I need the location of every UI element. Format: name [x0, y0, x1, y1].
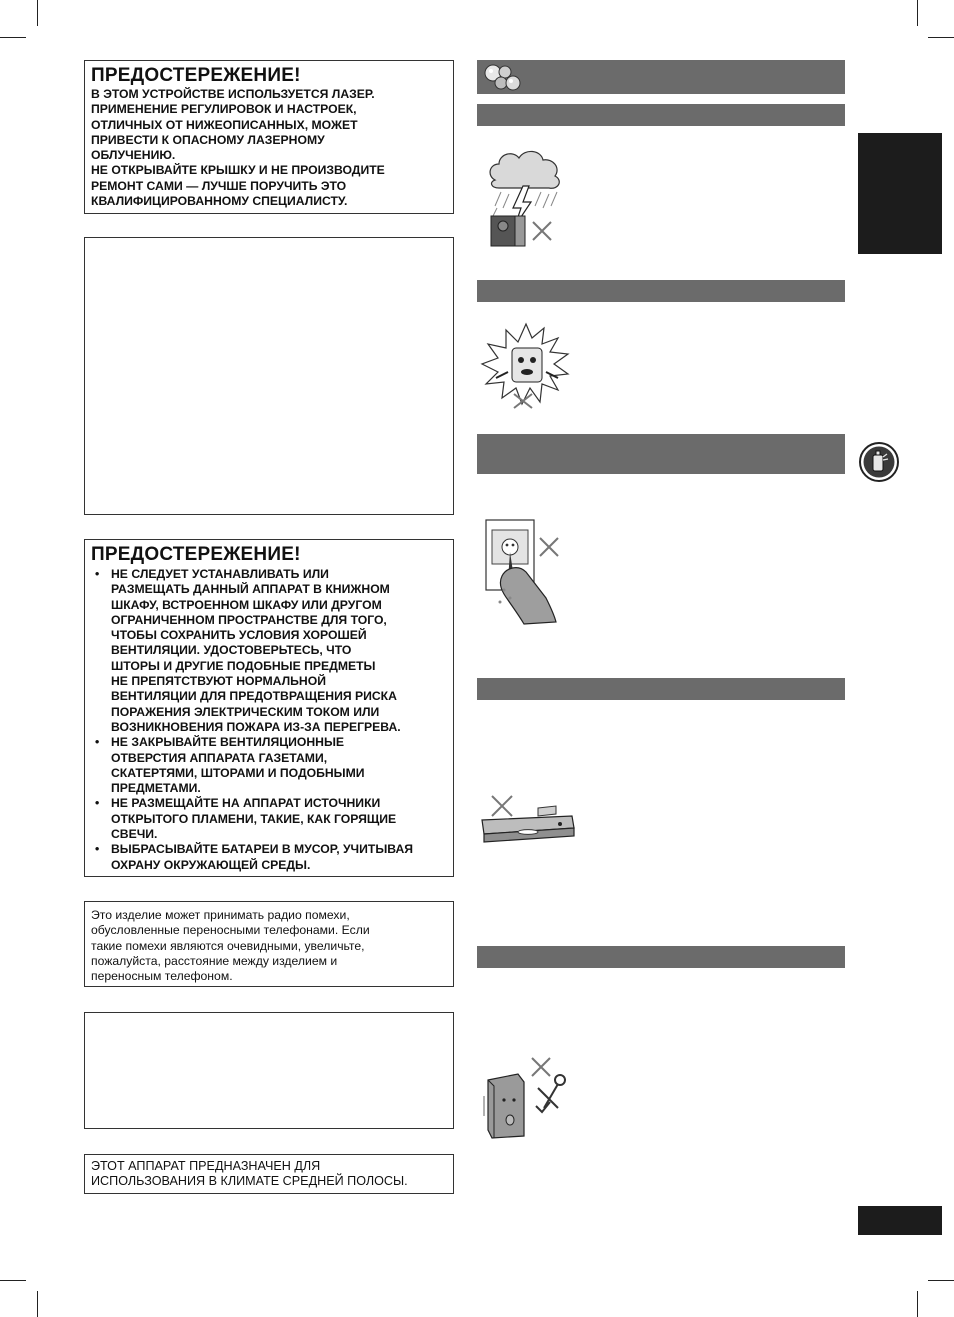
crop-mark	[928, 1280, 954, 1281]
bullet-line: ОТВЕРСТИЯ АППАРАТА ГАЗЕТАМИ,	[111, 750, 328, 765]
section-bar	[477, 104, 845, 126]
bullet-line: НЕ ПРЕПЯТСТВУЮТ НОРМАЛЬНОЙ	[111, 674, 326, 689]
crop-mark	[0, 1280, 26, 1281]
crop-mark	[928, 37, 954, 38]
phone-interference-note	[84, 901, 454, 987]
note-line: обусловленные переносными телефонами. Если	[91, 923, 370, 938]
bullet-line: ЧТОБЫ СОХРАНИТЬ УСЛОВИЯ ХОРОШЕЙ	[111, 628, 367, 643]
bullet-line: • НЕ ЗАКРЫВАЙТЕ ВЕНТИЛЯЦИОННЫЕ	[111, 735, 345, 750]
bullet-line: ШТОРЫ И ДРУГИЕ ПОДОБНЫЕ ПРЕДМЕТЫ	[111, 658, 376, 673]
note-line: ИСПОЛЬЗОВАНИЯ В КЛИМАТЕ СРЕДНЕЙ ПОЛОСЫ.	[91, 1174, 408, 1189]
climate-note	[84, 1154, 454, 1194]
note-line: Это изделие может принимать радио помехи,	[91, 908, 350, 922]
bullet-line: • НЕ СЛЕДУЕТ УСТАНАВЛИВАТЬ ИЛИ	[111, 567, 329, 581]
bullet-line: ПОРАЖЕНИЯ ЭЛЕКТРИЧЕСКИМ ТОКОМ ИЛИ	[111, 704, 380, 719]
bullet-line: ВЕНТИЛЯЦИИ ДЛЯ ПРЕДОТВРАЩЕНИЯ РИСКА	[111, 689, 397, 704]
bullet-line: ВОЗНИКНОВЕНИЯ ПОЖАРА ИЗ-ЗА ПЕРЕГРЕВА.	[111, 719, 401, 734]
empty-box-small	[84, 1012, 454, 1129]
bullet-line: ОТКРЫТОГО ПЛАМЕНИ, ТАКИЕ, КАК ГОРЯЩИЕ	[111, 811, 397, 826]
caution-bullet	[91, 842, 447, 873]
bullet-line: СКАТЕРТЯМИ, ШТОРАМИ И ПОДОБНЫМИ	[111, 765, 365, 780]
crop-mark	[917, 0, 918, 26]
caution-title: ПРЕДОСТЕРЕЖЕНИЕ!	[91, 544, 301, 565]
caution-bullet	[91, 567, 447, 735]
caution-line: КВАЛИФИЦИРОВАННОМУ СПЕЦИАЛИСТУ.	[91, 194, 348, 209]
section-bar	[477, 678, 845, 700]
caution-box-ventilation	[84, 539, 454, 877]
note-text	[91, 908, 447, 984]
crop-mark	[0, 37, 26, 38]
storm-speaker-icon	[483, 146, 573, 250]
caution-line: ПРИМЕНЕНИЕ РЕГУЛИРОВОК И НАСТРОЕК,	[91, 102, 357, 117]
note-text	[91, 1159, 447, 1190]
bullet-line: ОХРАНУ ОКРУЖАЮЩЕЙ СРЕДЫ.	[111, 857, 311, 872]
empty-box-large	[84, 237, 454, 515]
caution-line: В ЭТОМ УСТРОЙСТВЕ ИСПОЛЬЗУЕТСЯ ЛАЗЕР.	[91, 87, 375, 101]
caution-bullet	[91, 735, 447, 796]
crop-mark	[37, 0, 38, 26]
section-bar-tall	[477, 434, 845, 474]
caution-title: ПРЕДОСТЕРЕЖЕНИЕ!	[91, 65, 301, 86]
bubbles-icon	[481, 60, 525, 94]
caution-bullet	[91, 796, 447, 842]
note-line: ЭТОТ АППАРАТ ПРЕДНАЗНАЧЕН ДЛЯ	[91, 1159, 321, 1173]
bullet-line: РАЗМЕЩАТЬ ДАННЫЙ АППАРАТ В КНИЖНОМ	[111, 582, 390, 597]
side-badge	[858, 441, 900, 483]
caution-bullet-list	[91, 567, 447, 873]
device-on-shelf-icon	[478, 794, 578, 848]
wet-hand-plug-icon	[484, 518, 564, 626]
bullet-line: ВЕНТИЛЯЦИИ. УДОСТОВЕРЬТЕСЬ, ЧТО	[111, 643, 352, 658]
page-number-tab	[858, 1206, 942, 1235]
bullet-line: ПРЕДМЕТАМИ.	[111, 781, 201, 796]
caution-text	[91, 87, 447, 209]
spray-can-icon	[858, 441, 900, 483]
caution-line: НЕ ОТКРЫВАЙТЕ КРЫШКУ И НЕ ПРОИЗВОДИТЕ	[91, 163, 385, 178]
bullet-line: СВЕЧИ.	[111, 827, 158, 842]
crop-mark	[917, 1291, 918, 1317]
note-line: переносным телефоном.	[91, 969, 233, 984]
caution-line: РЕМОНТ САМИ — ЛУЧШЕ ПОРУЧИТЬ ЭТО	[91, 178, 347, 193]
caution-line: ОТЛИЧНЫХ ОТ НИЖЕОПИСАННЫХ, МОЖЕТ	[91, 117, 358, 132]
electric-shock-icon	[478, 320, 574, 410]
bullet-line: • НЕ РАЗМЕЩАЙТЕ НА АППАРАТ ИСТОЧНИКИ	[111, 796, 381, 811]
bullet-line: ШКАФУ, ВСТРОЕННОМ ШКАФУ ИЛИ ДРУГОМ	[111, 597, 382, 612]
caution-line: ПРИВЕСТИ К ОПАСНОМУ ЛАЗЕРНОМУ	[91, 132, 325, 147]
bullet-line: • ВЫБРАСЫВАЙТЕ БАТАРЕИ В МУСОР, УЧИТЫВАЯ	[111, 842, 414, 857]
bullet-line: ОГРАНИЧЕННОМ ПРОСТРАНСТВЕ ДЛЯ ТОГО,	[111, 612, 387, 627]
tools-repair-icon	[480, 1056, 572, 1140]
section-bar	[477, 280, 845, 302]
caution-box-laser	[84, 60, 454, 214]
crop-mark	[37, 1291, 38, 1317]
caution-line: ОБЛУЧЕНИЮ.	[91, 148, 176, 163]
side-language-tab	[858, 133, 942, 254]
section-header-bar	[477, 60, 845, 94]
note-line: такие помехи являются очевидными, увеличьте,	[91, 938, 365, 953]
note-line: пожалуйста, расстояние между изделием и	[91, 953, 338, 968]
section-bar	[477, 946, 845, 968]
